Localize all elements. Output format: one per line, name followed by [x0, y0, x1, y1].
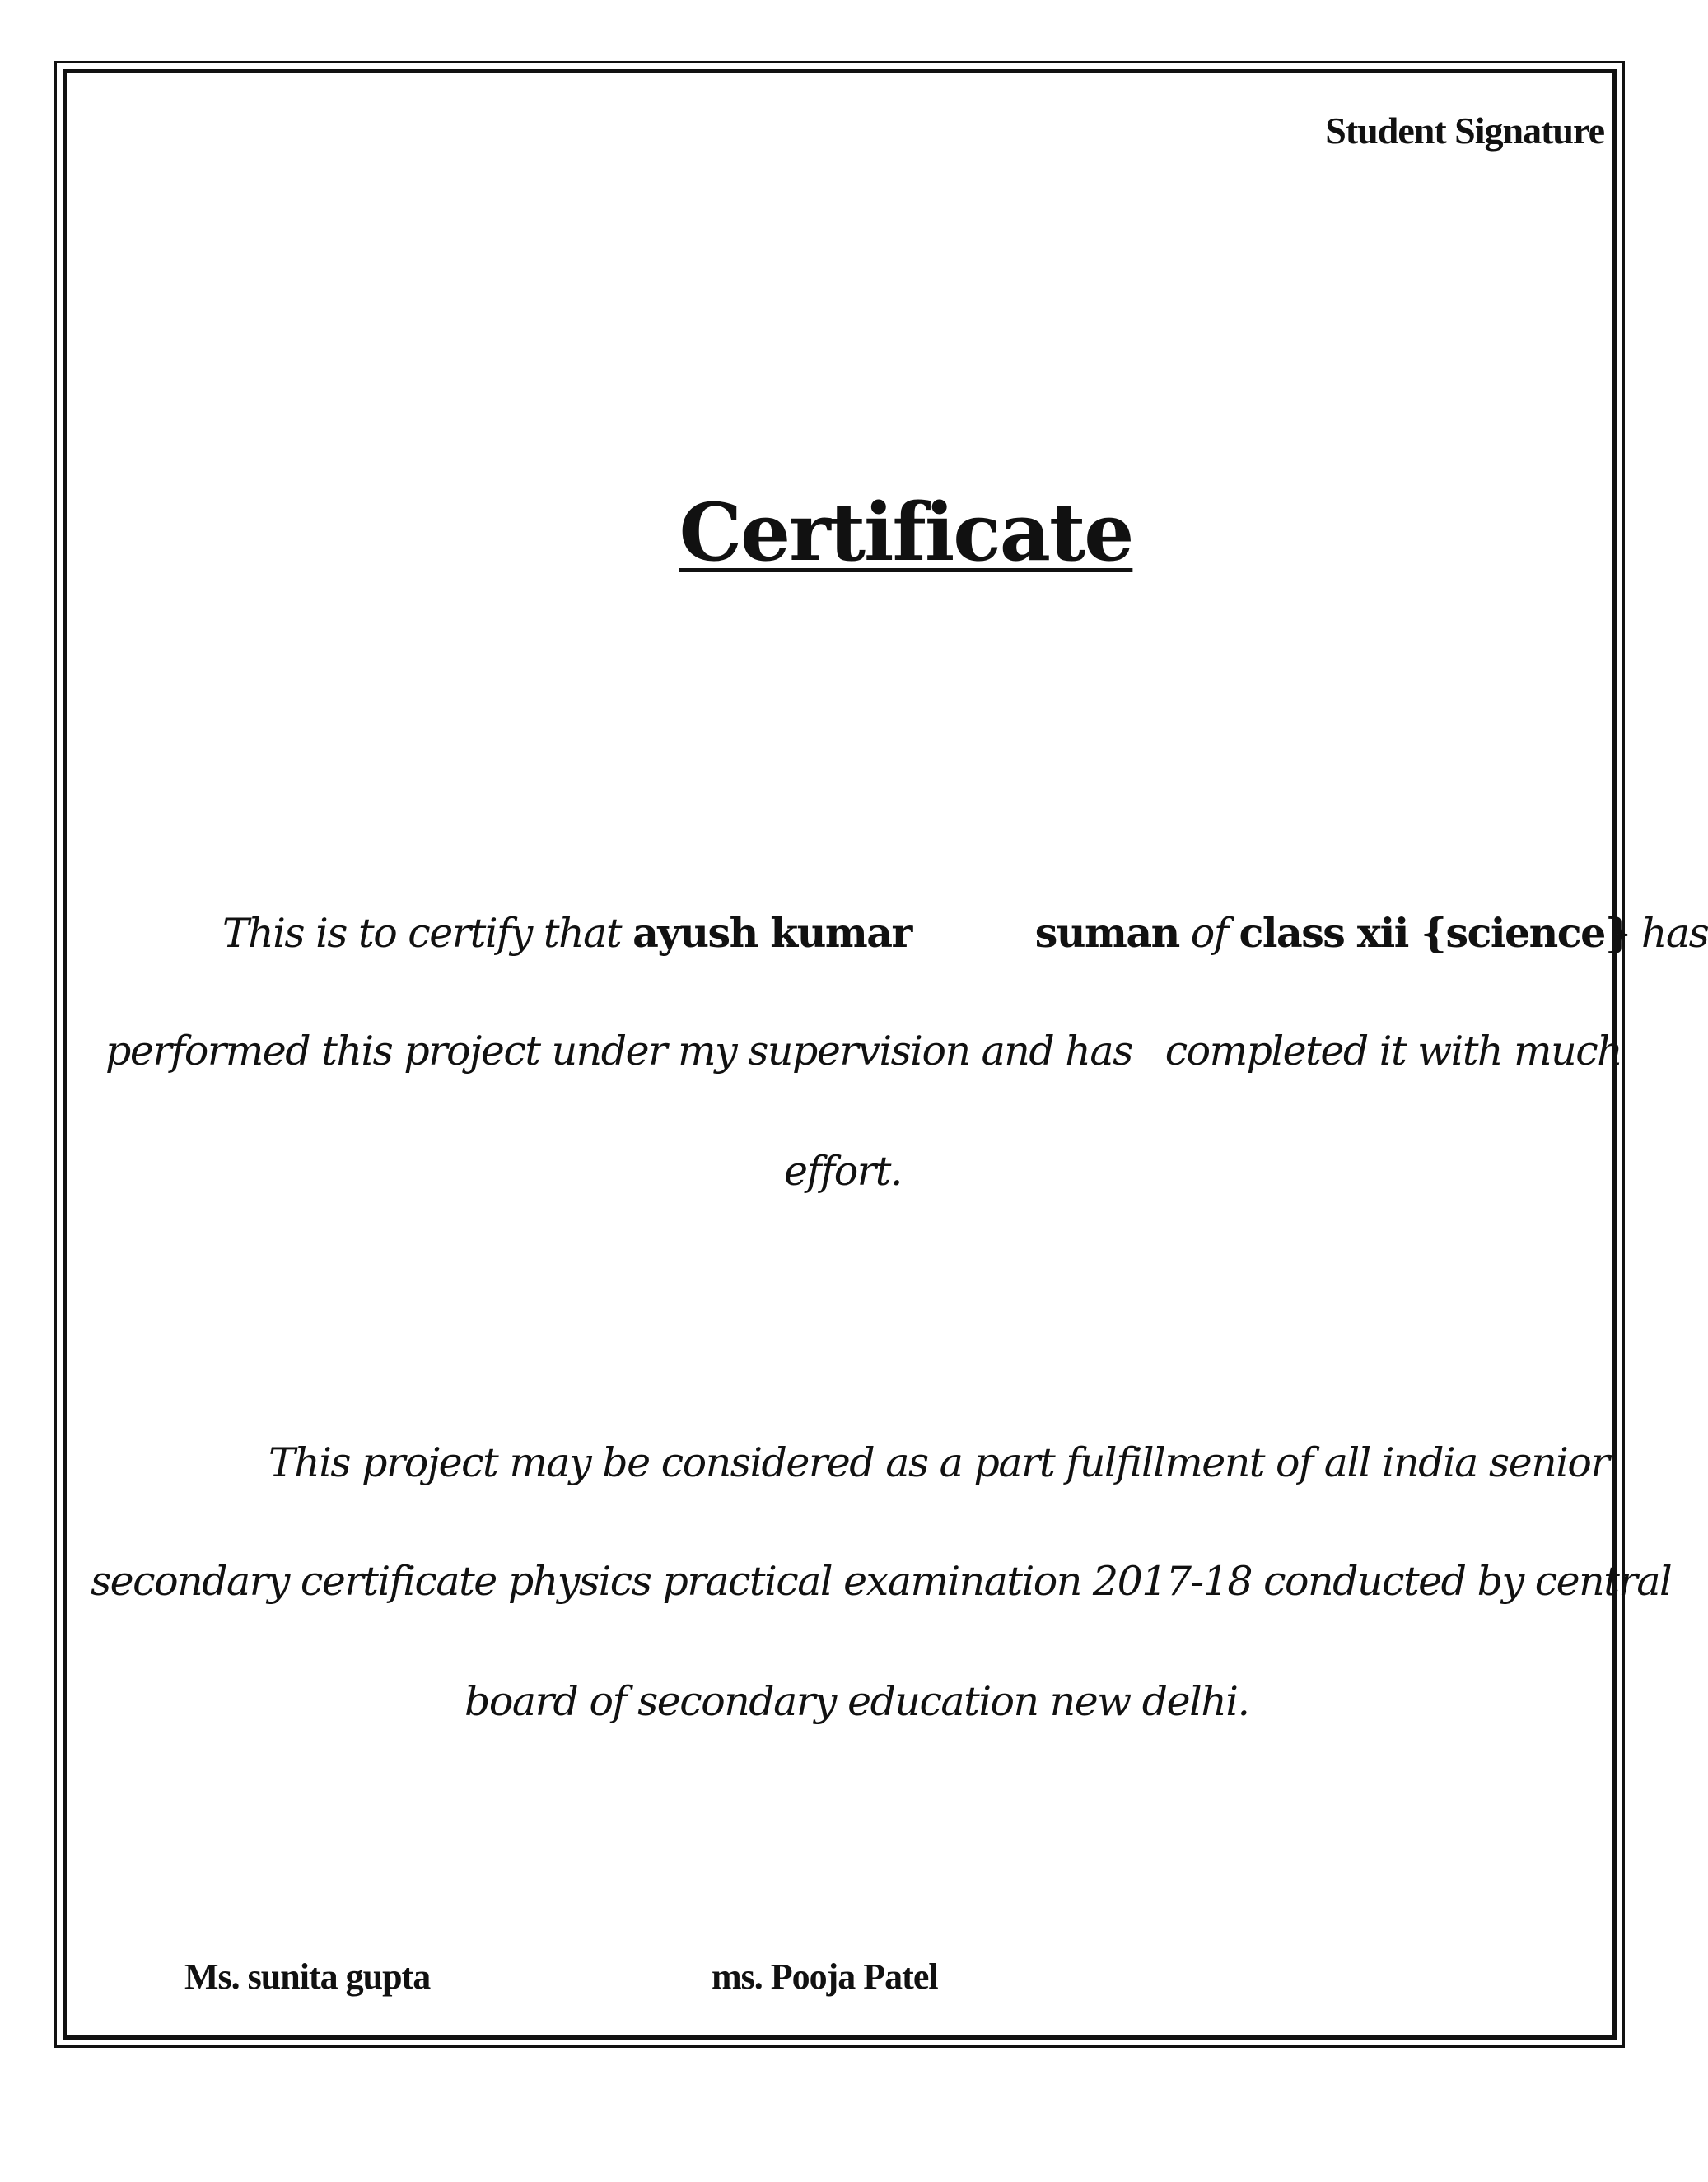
student-class: class xii {science}	[1239, 909, 1630, 957]
paragraph2-line3: board of secondary education new delhi.	[464, 1678, 1249, 1725]
paragraph1-line2-part-b: completed it with much	[1164, 1028, 1622, 1075]
student-name-last: suman	[1034, 909, 1179, 957]
signer-teacher-2: ms. Pooja Patel	[712, 1956, 938, 1997]
signer-teacher-1: Ms. sunita gupta	[184, 1956, 431, 1997]
student-name-first: ayush kumar	[632, 909, 912, 957]
certificate-title: Certificate	[679, 486, 1133, 579]
paragraph2-line2: secondary certificate physics practical examination 2017-18 conducted by central	[91, 1558, 1672, 1605]
paragraph1-line3: effort.	[784, 1148, 902, 1195]
paragraph1-line2-part-a: performed this project under my supervision and has	[105, 1028, 1132, 1075]
paragraph2-line1: This project may be considered as a part fulfillment of all india senior	[268, 1439, 1609, 1486]
paragraph1-of: of	[1178, 910, 1239, 957]
paragraph1-line1	[222, 909, 1708, 957]
paragraph1-has: has	[1629, 910, 1708, 957]
paragraph1-line2	[105, 1028, 1622, 1075]
student-signature-label: Student Signature	[1325, 110, 1604, 152]
paragraph1-intro: This is to certify that	[222, 910, 633, 957]
